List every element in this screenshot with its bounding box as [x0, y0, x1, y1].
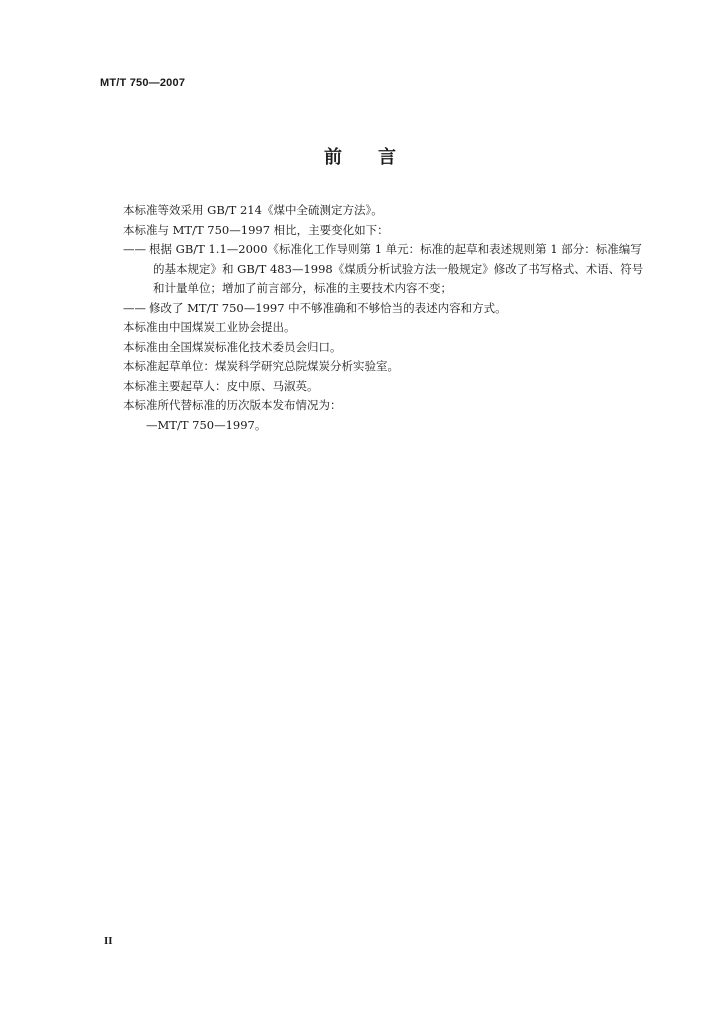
paragraph-adoption: 本标准等效采用 GB/T 214《煤中全硫测定方法》。: [123, 203, 383, 217]
dash-mark: ——: [123, 300, 146, 315]
change-item-1-continued: 和计量单位；增加了前言部分，标准的主要技术内容不变；: [153, 281, 452, 295]
paragraph-changes-intro: 本标准与 MT/T 750—1997 相比，主要变化如下：: [123, 222, 389, 237]
change-item-2: [123, 299, 683, 319]
change-item-1: [123, 240, 683, 260]
paragraph-drafters: 本标准主要起草人：皮中原、马淑英。: [123, 378, 319, 393]
paragraph-committee: 本标准由全国煤炭标准化技术委员会归口。: [123, 339, 342, 354]
title-char-2: 言: [378, 147, 396, 168]
paragraph-proposer: 本标准由中国煤炭工业协会提出。: [123, 320, 296, 334]
paragraph-drafting-unit: 本标准起草单位：煤炭科学研究总院煤炭分析实验室。: [123, 359, 399, 373]
page-number: II: [104, 935, 113, 947]
change-item-1-continued: 的基本规定》和 GB/T 483—1998《煤质分析试验方法一般规定》修改了书写格式、术语、符号: [153, 261, 644, 276]
paragraph-history-item: —MT/T 750—1997。: [146, 417, 267, 432]
dash-mark: ——: [123, 242, 146, 256]
document-code: MT/T 750—2007: [100, 77, 186, 89]
section-title: [0, 143, 720, 169]
title-char-1: 前: [324, 147, 342, 168]
paragraph-history-intro: 本标准所代替标准的历次版本发布情况为：: [123, 398, 342, 412]
change-item-2-text: 修改了 MT/T 750—1997 中不够准确和不够恰当的表述内容和方式。: [149, 300, 507, 315]
change-item-1-text: 根据 GB/T 1.1—2000《标准化工作导则第 1 单元：标准的起草和表述规则第 1 部分：标准编写: [149, 242, 642, 256]
foreword-body: [123, 201, 683, 435]
